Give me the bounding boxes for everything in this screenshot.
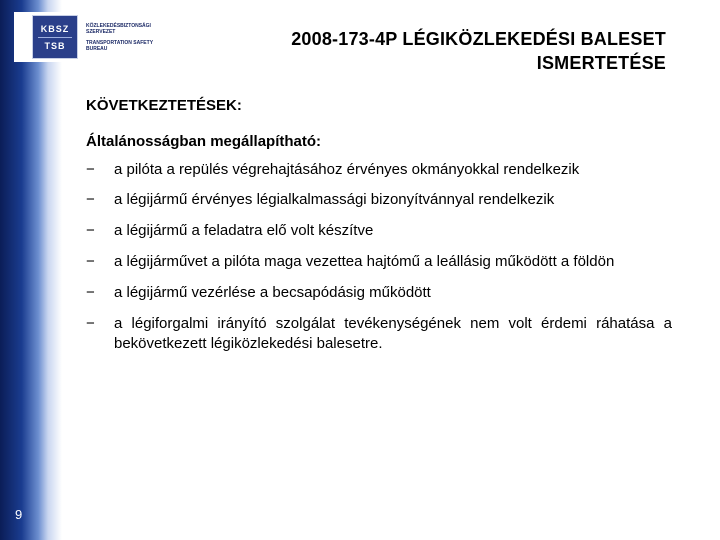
- page-number: 9: [15, 507, 23, 522]
- slide-title: [226, 27, 666, 75]
- logo-organization-text: [86, 23, 176, 52]
- logo: [14, 12, 194, 62]
- logo-org-en-line2: BUREAU: [86, 45, 108, 52]
- bullet-dash: −: [86, 222, 95, 239]
- list-item-text: a légijárművet a pilóta maga vezettea hajtómű a leállásig működött a földön: [114, 253, 615, 270]
- list-item-text: a légijármű vezérlése a becsapódásig működött: [114, 284, 431, 301]
- bullet-dash: −: [86, 253, 95, 270]
- bullet-dash: −: [86, 191, 95, 208]
- sidebar-fade: [48, 0, 62, 540]
- logo-mark: [32, 15, 78, 59]
- logo-org-hu-line2: SZERVEZET: [86, 28, 116, 35]
- list-item: [86, 283, 672, 303]
- list-item: [86, 252, 672, 272]
- logo-org-hu-line1: KÖZLEKEDÉSBIZTONSÁGI: [86, 22, 151, 29]
- logo-org-en-line1: TRANSPORTATION SAFETY: [86, 39, 154, 46]
- logo-mark-top: KBSZ: [40, 23, 70, 34]
- list-item-text: a pilóta a repülés végrehajtásához érvényes okmányokkal rendelkezik: [114, 161, 580, 178]
- slide-title-line2: ISMERTETÉSE: [536, 53, 666, 73]
- list-item: [86, 190, 672, 210]
- logo-separator: [38, 37, 72, 38]
- bullet-dash: −: [86, 161, 95, 178]
- list-item: [86, 221, 672, 241]
- section-heading: KÖVETKEZTETÉSEK:: [86, 97, 242, 114]
- list-item-text: a légijármű érvényes légialkalmassági bizonyítvánnyal rendelkezik: [114, 191, 555, 208]
- list-item: [86, 314, 672, 354]
- list-item-text: a légijármű a feladatra elő volt készítve: [114, 222, 374, 239]
- bullet-dash: −: [86, 284, 95, 301]
- list-item: [86, 160, 672, 180]
- logo-mark-bottom: TSB: [44, 40, 66, 51]
- list-item-text: a légiforgalmi irányító szolgálat tevékenységének nem volt érdemi ráhatása a bekövetkezett légiközlekedési balesetre.: [114, 315, 672, 352]
- intro-text: Általánosságban megállapítható:: [86, 133, 322, 150]
- sidebar-band: [0, 0, 48, 540]
- conclusion-list: [86, 160, 672, 365]
- bullet-dash: −: [86, 315, 95, 332]
- slide-title-line1: 2008-173-4P LÉGIKÖZLEKEDÉSI BALESET: [291, 29, 666, 49]
